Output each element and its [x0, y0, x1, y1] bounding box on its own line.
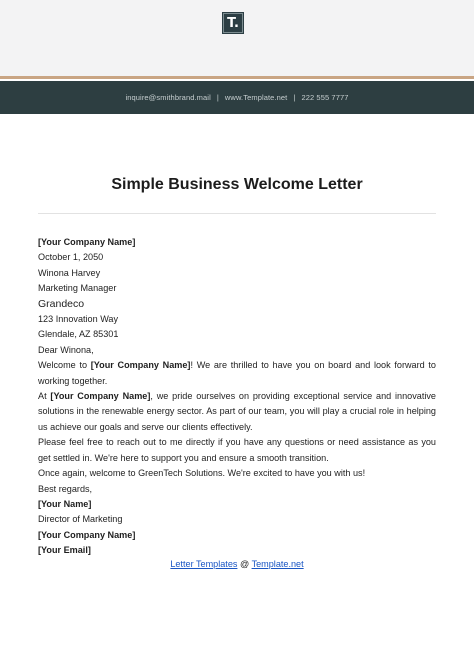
contact-phone: 222 555 7777 [301, 93, 349, 102]
signer-email: [Your Email] [38, 545, 91, 556]
contact-bar [0, 81, 474, 114]
paragraph-1: Welcome to [Your Company Name]! We are thrilled to have you on board and look forward to working together. [38, 360, 436, 386]
contact-separator: | [216, 93, 219, 102]
paragraph-3: Please feel free to reach out to me directly if you have any questions or need assistance as you get settled in. We're here to support you and ensure a smooth transition. [38, 437, 436, 463]
template-net-link[interactable]: Template.net [251, 559, 304, 569]
contact-website: www.Template.net [224, 93, 288, 102]
title-divider [38, 213, 436, 214]
logo-letter: T. [223, 13, 243, 33]
brand-logo [222, 12, 244, 34]
signer-name: [Your Name] [38, 498, 92, 509]
contact-email: inquire@smithbrand.mail [125, 93, 211, 102]
signer-title: Director of Marketing [38, 514, 123, 525]
address-line2: Glendale, AZ 85301 [38, 329, 119, 340]
contact-separator: | [293, 93, 296, 102]
recipient-company: Grandeco [38, 297, 85, 310]
recipient-title: Marketing Manager [38, 283, 117, 294]
paragraph-2: At [Your Company Name], we pride ourselves on providing exceptional service and innovative solutions in the renewable energy sector. As part of our team, you will play a crucial role in helping us achieve our goals and serve our clients effectively. [38, 391, 436, 432]
salutation: Dear Winona, [38, 344, 94, 355]
letter-body [38, 235, 436, 559]
address-line1: 123 Innovation Way [38, 314, 119, 325]
footer-at: @ [239, 559, 250, 569]
paragraph-4: Once again, welcome to GreenTech Solutions. We're excited to have you with us! [38, 468, 366, 479]
letter-date: October 1, 2050 [38, 252, 104, 263]
signer-company: [Your Company Name] [38, 529, 136, 540]
closing: Best regards, [38, 483, 93, 494]
footer [0, 559, 474, 569]
sender-company: [Your Company Name] [38, 237, 136, 247]
page-title: Simple Business Welcome Letter [111, 176, 363, 193]
recipient-name: Winona Harvey [38, 267, 101, 278]
letter-templates-link[interactable]: Letter Templates [170, 559, 238, 569]
